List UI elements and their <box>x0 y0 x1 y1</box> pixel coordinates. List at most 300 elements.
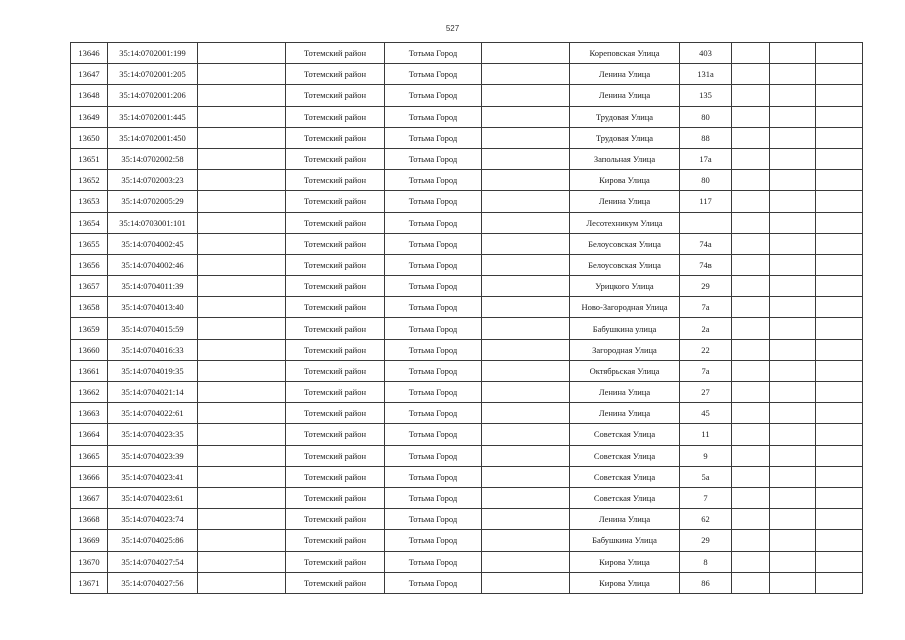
empty-cell <box>770 466 816 487</box>
district-cell: Тотемский район <box>286 276 385 297</box>
empty-cell <box>482 424 570 445</box>
house-number-cell: 131а <box>680 64 732 85</box>
empty-cell <box>816 318 863 339</box>
district-cell: Тотемский район <box>286 43 385 64</box>
cadastral-number-cell: 35:14:0702005:29 <box>108 191 198 212</box>
house-number-cell: 74в <box>680 254 732 275</box>
empty-cell <box>482 64 570 85</box>
empty-cell <box>198 191 286 212</box>
district-cell: Тотемский район <box>286 212 385 233</box>
empty-cell <box>816 403 863 424</box>
street-cell: Советская Улица <box>570 487 680 508</box>
empty-cell <box>482 233 570 254</box>
row-number-cell: 13658 <box>71 297 108 318</box>
table-row <box>71 233 863 254</box>
district-cell: Тотемский район <box>286 64 385 85</box>
empty-cell <box>198 509 286 530</box>
street-cell: Бабушкина улица <box>570 318 680 339</box>
street-cell: Урицкого Улица <box>570 276 680 297</box>
locality-cell: Тотьма Город <box>385 254 482 275</box>
empty-cell <box>816 551 863 572</box>
table-row <box>71 276 863 297</box>
empty-cell <box>732 276 770 297</box>
table-row <box>71 254 863 275</box>
locality-cell: Тотьма Город <box>385 487 482 508</box>
empty-cell <box>816 170 863 191</box>
street-cell: Белоусовская Улица <box>570 233 680 254</box>
empty-cell <box>816 424 863 445</box>
empty-cell <box>198 487 286 508</box>
empty-cell <box>482 403 570 424</box>
cadastral-number-cell: 35:14:0704002:45 <box>108 233 198 254</box>
locality-cell: Тотьма Город <box>385 212 482 233</box>
empty-cell <box>816 530 863 551</box>
empty-cell <box>816 276 863 297</box>
row-number-cell: 13649 <box>71 106 108 127</box>
empty-cell <box>816 212 863 233</box>
row-number-cell: 13655 <box>71 233 108 254</box>
district-cell: Тотемский район <box>286 254 385 275</box>
house-number-cell: 29 <box>680 276 732 297</box>
cadastral-number-cell: 35:14:0702003:23 <box>108 170 198 191</box>
district-cell: Тотемский район <box>286 170 385 191</box>
empty-cell <box>770 106 816 127</box>
empty-cell <box>770 318 816 339</box>
empty-cell <box>198 572 286 593</box>
empty-cell <box>816 339 863 360</box>
street-cell: Октябрьская Улица <box>570 360 680 381</box>
empty-cell <box>198 233 286 254</box>
locality-cell: Тотьма Город <box>385 233 482 254</box>
empty-cell <box>482 382 570 403</box>
empty-cell <box>482 148 570 169</box>
empty-cell <box>816 254 863 275</box>
page-number: 527 <box>445 24 460 33</box>
empty-cell <box>198 106 286 127</box>
row-number-cell: 13671 <box>71 572 108 593</box>
table-body <box>71 43 863 594</box>
street-cell: Кирова Улица <box>570 170 680 191</box>
empty-cell <box>482 360 570 381</box>
house-number-cell: 403 <box>680 43 732 64</box>
street-cell: Кореповская Улица <box>570 43 680 64</box>
house-number-cell: 62 <box>680 509 732 530</box>
district-cell: Тотемский район <box>286 509 385 530</box>
locality-cell: Тотьма Город <box>385 106 482 127</box>
street-cell: Ленина Улица <box>570 382 680 403</box>
house-number-cell: 80 <box>680 170 732 191</box>
table-row <box>71 551 863 572</box>
house-number-cell: 7 <box>680 487 732 508</box>
street-cell: Ново-Загородная Улица <box>570 297 680 318</box>
table-row <box>71 487 863 508</box>
cadastral-number-cell: 35:14:0704022:61 <box>108 403 198 424</box>
empty-cell <box>770 276 816 297</box>
row-number-cell: 13647 <box>71 64 108 85</box>
street-cell: Бабушкина Улица <box>570 530 680 551</box>
row-number-cell: 13662 <box>71 382 108 403</box>
empty-cell <box>816 233 863 254</box>
locality-cell: Тотьма Город <box>385 424 482 445</box>
empty-cell <box>732 106 770 127</box>
table-row <box>71 445 863 466</box>
district-cell: Тотемский район <box>286 424 385 445</box>
locality-cell: Тотьма Город <box>385 445 482 466</box>
locality-cell: Тотьма Город <box>385 403 482 424</box>
empty-cell <box>770 233 816 254</box>
table-row <box>71 191 863 212</box>
street-cell: Белоусовская Улица <box>570 254 680 275</box>
street-cell: Кирова Улица <box>570 572 680 593</box>
cadastral-number-cell: 35:14:0704015:59 <box>108 318 198 339</box>
row-number-cell: 13666 <box>71 466 108 487</box>
empty-cell <box>732 445 770 466</box>
empty-cell <box>732 382 770 403</box>
empty-cell <box>732 424 770 445</box>
empty-cell <box>732 530 770 551</box>
locality-cell: Тотьма Город <box>385 148 482 169</box>
empty-cell <box>732 509 770 530</box>
district-cell: Тотемский район <box>286 191 385 212</box>
empty-cell <box>198 85 286 106</box>
empty-cell <box>732 148 770 169</box>
district-cell: Тотемский район <box>286 572 385 593</box>
table-row <box>71 170 863 191</box>
table-row <box>71 127 863 148</box>
house-number-cell: 80 <box>680 106 732 127</box>
empty-cell <box>770 127 816 148</box>
empty-cell <box>482 191 570 212</box>
house-number-cell: 7а <box>680 360 732 381</box>
locality-cell: Тотьма Город <box>385 572 482 593</box>
street-cell: Ленина Улица <box>570 85 680 106</box>
district-cell: Тотемский район <box>286 487 385 508</box>
street-cell: Ленина Улица <box>570 191 680 212</box>
empty-cell <box>770 530 816 551</box>
empty-cell <box>198 530 286 551</box>
street-cell: Советская Улица <box>570 424 680 445</box>
empty-cell <box>770 360 816 381</box>
house-number-cell: 5а <box>680 466 732 487</box>
district-cell: Тотемский район <box>286 445 385 466</box>
empty-cell <box>198 339 286 360</box>
table-row <box>71 148 863 169</box>
house-number-cell: 27 <box>680 382 732 403</box>
cadastral-number-cell: 35:14:0704023:61 <box>108 487 198 508</box>
house-number-cell: 86 <box>680 572 732 593</box>
house-number-cell: 45 <box>680 403 732 424</box>
empty-cell <box>770 148 816 169</box>
district-cell: Тотемский район <box>286 530 385 551</box>
locality-cell: Тотьма Город <box>385 339 482 360</box>
empty-cell <box>770 191 816 212</box>
cadastral-number-cell: 35:14:0704027:54 <box>108 551 198 572</box>
empty-cell <box>198 64 286 85</box>
cadastral-number-cell: 35:14:0704023:41 <box>108 466 198 487</box>
empty-cell <box>732 572 770 593</box>
street-cell: Лесотехникум Улица <box>570 212 680 233</box>
empty-cell <box>198 360 286 381</box>
row-number-cell: 13665 <box>71 445 108 466</box>
row-number-cell: 13659 <box>71 318 108 339</box>
empty-cell <box>732 212 770 233</box>
row-number-cell: 13660 <box>71 339 108 360</box>
locality-cell: Тотьма Город <box>385 64 482 85</box>
empty-cell <box>732 233 770 254</box>
empty-cell <box>482 466 570 487</box>
street-cell: Ленина Улица <box>570 403 680 424</box>
empty-cell <box>816 64 863 85</box>
empty-cell <box>770 170 816 191</box>
empty-cell <box>198 127 286 148</box>
street-cell: Кирова Улица <box>570 551 680 572</box>
cadastral-number-cell: 35:14:0702001:450 <box>108 127 198 148</box>
empty-cell <box>770 85 816 106</box>
street-cell: Трудовая Улица <box>570 106 680 127</box>
cadastral-number-cell: 35:14:0702001:205 <box>108 64 198 85</box>
empty-cell <box>770 212 816 233</box>
empty-cell <box>198 43 286 64</box>
empty-cell <box>732 254 770 275</box>
street-cell: Советская Улица <box>570 445 680 466</box>
row-number-cell: 13650 <box>71 127 108 148</box>
cadastral-number-cell: 35:14:0702002:58 <box>108 148 198 169</box>
cadastral-number-cell: 35:14:0704023:35 <box>108 424 198 445</box>
district-cell: Тотемский район <box>286 233 385 254</box>
locality-cell: Тотьма Город <box>385 170 482 191</box>
table-row <box>71 43 863 64</box>
locality-cell: Тотьма Город <box>385 43 482 64</box>
empty-cell <box>732 191 770 212</box>
house-number-cell: 2а <box>680 318 732 339</box>
empty-cell <box>198 276 286 297</box>
empty-cell <box>482 509 570 530</box>
empty-cell <box>198 254 286 275</box>
cadastral-number-cell: 35:14:0704019:35 <box>108 360 198 381</box>
table-row <box>71 382 863 403</box>
locality-cell: Тотьма Город <box>385 276 482 297</box>
street-cell: Запольная Улица <box>570 148 680 169</box>
empty-cell <box>732 466 770 487</box>
street-cell: Ленина Улица <box>570 509 680 530</box>
district-cell: Тотемский район <box>286 148 385 169</box>
empty-cell <box>770 64 816 85</box>
empty-cell <box>198 424 286 445</box>
empty-cell <box>198 170 286 191</box>
empty-cell <box>732 85 770 106</box>
empty-cell <box>816 445 863 466</box>
house-number-cell: 9 <box>680 445 732 466</box>
empty-cell <box>732 339 770 360</box>
empty-cell <box>198 297 286 318</box>
locality-cell: Тотьма Город <box>385 551 482 572</box>
house-number-cell: 8 <box>680 551 732 572</box>
empty-cell <box>482 43 570 64</box>
empty-cell <box>482 445 570 466</box>
empty-cell <box>198 445 286 466</box>
empty-cell <box>770 43 816 64</box>
locality-cell: Тотьма Город <box>385 191 482 212</box>
empty-cell <box>198 466 286 487</box>
house-number-cell: 11 <box>680 424 732 445</box>
empty-cell <box>482 127 570 148</box>
table-row <box>71 530 863 551</box>
empty-cell <box>198 551 286 572</box>
street-cell: Советская Улица <box>570 466 680 487</box>
locality-cell: Тотьма Город <box>385 318 482 339</box>
empty-cell <box>732 360 770 381</box>
cadastral-number-cell: 35:14:0702001:445 <box>108 106 198 127</box>
empty-cell <box>198 148 286 169</box>
cadastral-number-cell: 35:14:0703001:101 <box>108 212 198 233</box>
empty-cell <box>482 254 570 275</box>
district-cell: Тотемский район <box>286 318 385 339</box>
empty-cell <box>732 487 770 508</box>
empty-cell <box>816 127 863 148</box>
row-number-cell: 13654 <box>71 212 108 233</box>
empty-cell <box>482 487 570 508</box>
district-cell: Тотемский район <box>286 466 385 487</box>
table-row <box>71 339 863 360</box>
district-cell: Тотемский район <box>286 382 385 403</box>
cadastral-number-cell: 35:14:0704016:33 <box>108 339 198 360</box>
empty-cell <box>770 382 816 403</box>
district-cell: Тотемский район <box>286 360 385 381</box>
table-row <box>71 360 863 381</box>
row-number-cell: 13667 <box>71 487 108 508</box>
empty-cell <box>770 254 816 275</box>
house-number-cell: 29 <box>680 530 732 551</box>
empty-cell <box>482 572 570 593</box>
empty-cell <box>198 403 286 424</box>
empty-cell <box>198 382 286 403</box>
row-number-cell: 13653 <box>71 191 108 212</box>
empty-cell <box>816 85 863 106</box>
house-number-cell: 135 <box>680 85 732 106</box>
house-number-cell <box>680 212 732 233</box>
row-number-cell: 13651 <box>71 148 108 169</box>
empty-cell <box>482 318 570 339</box>
empty-cell <box>816 466 863 487</box>
street-cell: Трудовая Улица <box>570 127 680 148</box>
row-number-cell: 13668 <box>71 509 108 530</box>
table-row <box>71 572 863 593</box>
locality-cell: Тотьма Город <box>385 297 482 318</box>
cadastral-number-cell: 35:14:0704023:74 <box>108 509 198 530</box>
row-number-cell: 13661 <box>71 360 108 381</box>
locality-cell: Тотьма Город <box>385 127 482 148</box>
empty-cell <box>816 360 863 381</box>
district-cell: Тотемский район <box>286 127 385 148</box>
empty-cell <box>770 487 816 508</box>
empty-cell <box>770 509 816 530</box>
cadastral-number-cell: 35:14:0704027:56 <box>108 572 198 593</box>
empty-cell <box>482 339 570 360</box>
street-cell: Загородная Улица <box>570 339 680 360</box>
house-number-cell: 88 <box>680 127 732 148</box>
district-cell: Тотемский район <box>286 106 385 127</box>
table-row <box>71 403 863 424</box>
cadastral-number-cell: 35:14:0704002:46 <box>108 254 198 275</box>
district-cell: Тотемский район <box>286 297 385 318</box>
empty-cell <box>482 297 570 318</box>
empty-cell <box>770 445 816 466</box>
empty-cell <box>816 43 863 64</box>
locality-cell: Тотьма Город <box>385 530 482 551</box>
table-row <box>71 85 863 106</box>
empty-cell <box>482 85 570 106</box>
empty-cell <box>816 572 863 593</box>
cadastral-number-cell: 35:14:0702001:199 <box>108 43 198 64</box>
locality-cell: Тотьма Город <box>385 85 482 106</box>
locality-cell: Тотьма Город <box>385 360 482 381</box>
empty-cell <box>482 276 570 297</box>
cadastral-number-cell: 35:14:0704025:86 <box>108 530 198 551</box>
row-number-cell: 13663 <box>71 403 108 424</box>
table-row <box>71 212 863 233</box>
row-number-cell: 13670 <box>71 551 108 572</box>
house-number-cell: 7а <box>680 297 732 318</box>
empty-cell <box>198 318 286 339</box>
cadastral-number-cell: 35:14:0704011:39 <box>108 276 198 297</box>
row-number-cell: 13646 <box>71 43 108 64</box>
street-cell: Ленина Улица <box>570 64 680 85</box>
table-row <box>71 297 863 318</box>
table-row <box>71 106 863 127</box>
empty-cell <box>732 127 770 148</box>
table-row <box>71 466 863 487</box>
house-number-cell: 22 <box>680 339 732 360</box>
empty-cell <box>770 297 816 318</box>
empty-cell <box>770 424 816 445</box>
cadastral-number-cell: 35:14:0704013:40 <box>108 297 198 318</box>
row-number-cell: 13664 <box>71 424 108 445</box>
table-row <box>71 318 863 339</box>
empty-cell <box>816 106 863 127</box>
row-number-cell: 13669 <box>71 530 108 551</box>
empty-cell <box>482 106 570 127</box>
empty-cell <box>770 403 816 424</box>
empty-cell <box>482 551 570 572</box>
row-number-cell: 13652 <box>71 170 108 191</box>
empty-cell <box>816 382 863 403</box>
empty-cell <box>732 297 770 318</box>
empty-cell <box>482 530 570 551</box>
empty-cell <box>816 297 863 318</box>
empty-cell <box>198 212 286 233</box>
empty-cell <box>732 551 770 572</box>
house-number-cell: 17а <box>680 148 732 169</box>
empty-cell <box>816 191 863 212</box>
district-cell: Тотемский район <box>286 339 385 360</box>
empty-cell <box>816 487 863 508</box>
empty-cell <box>732 170 770 191</box>
row-number-cell: 13648 <box>71 85 108 106</box>
empty-cell <box>770 572 816 593</box>
table-row <box>71 64 863 85</box>
empty-cell <box>816 509 863 530</box>
empty-cell <box>770 551 816 572</box>
empty-cell <box>482 212 570 233</box>
district-cell: Тотемский район <box>286 551 385 572</box>
district-cell: Тотемский район <box>286 85 385 106</box>
registry-table <box>70 42 863 594</box>
empty-cell <box>732 43 770 64</box>
empty-cell <box>732 403 770 424</box>
locality-cell: Тотьма Город <box>385 382 482 403</box>
row-number-cell: 13656 <box>71 254 108 275</box>
district-cell: Тотемский район <box>286 403 385 424</box>
